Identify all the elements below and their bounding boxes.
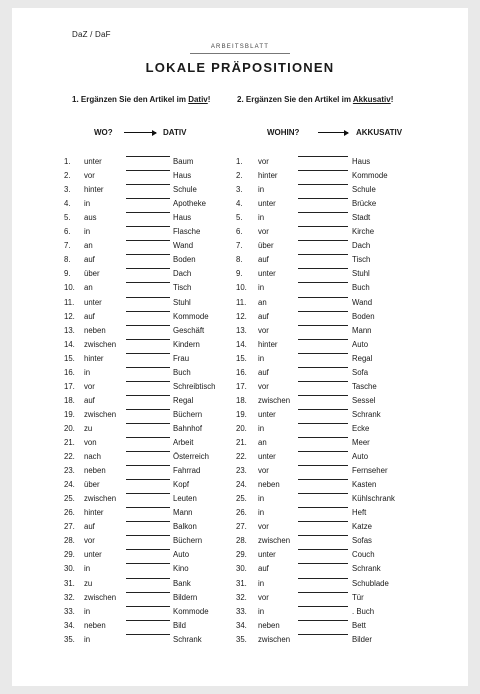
noun: Bilder [352, 634, 372, 644]
item-number: 8. [236, 255, 243, 265]
article-blank[interactable] [298, 634, 348, 635]
article-blank[interactable] [298, 437, 348, 438]
exercise-row [0, 325, 480, 336]
item-number: 12. [64, 311, 75, 321]
preposition: auf [258, 255, 269, 265]
article-blank[interactable] [298, 606, 348, 607]
article-blank[interactable] [298, 409, 348, 410]
item-number: 11. [236, 297, 247, 307]
noun: Schule [352, 185, 376, 195]
article-blank[interactable] [298, 240, 348, 241]
article-blank[interactable] [298, 212, 348, 213]
preposition: hinter [258, 171, 278, 181]
noun: Kopf [173, 480, 190, 490]
exercise-row [0, 226, 480, 237]
preposition: auf [84, 522, 95, 532]
article-blank[interactable] [298, 282, 348, 283]
noun: Schule [173, 185, 197, 195]
exercise-row [0, 465, 480, 476]
item-number: 13. [236, 325, 247, 335]
task-1-instruction [72, 95, 210, 104]
preposition: vor [258, 522, 269, 532]
exercise-row [0, 381, 480, 392]
noun: Bank [173, 578, 191, 588]
item-number: 25. [64, 494, 75, 504]
item-number: 20. [64, 423, 75, 433]
item-number: 9. [236, 269, 243, 279]
preposition: über [258, 241, 274, 251]
item-number: 3. [64, 185, 71, 195]
preposition: zu [84, 578, 93, 588]
item-number: 5. [236, 213, 243, 223]
item-number: 29. [236, 550, 247, 560]
preposition: auf [258, 564, 269, 574]
preposition: auf [258, 367, 269, 377]
article-blank[interactable] [298, 353, 348, 354]
preposition: unter [84, 157, 102, 166]
left-arrow-icon [124, 132, 156, 133]
exercise-row [0, 367, 480, 378]
noun: Dach [352, 241, 371, 251]
exercise-row [0, 563, 480, 574]
item-number: 17. [64, 381, 75, 391]
noun: Bild [173, 620, 187, 630]
noun: Kasten [352, 480, 377, 490]
noun: Apotheke [173, 199, 206, 209]
exercise-row [0, 311, 480, 322]
noun: Tisch [173, 283, 192, 293]
noun: Regal [173, 395, 194, 405]
preposition: nach [84, 452, 101, 462]
preposition: auf [84, 311, 95, 321]
preposition: an [258, 297, 267, 307]
article-blank[interactable] [298, 521, 348, 522]
preposition: hinter [84, 508, 104, 518]
exercise-row [0, 282, 480, 293]
preposition: zwischen [258, 395, 291, 405]
item-number: 30. [236, 564, 247, 574]
noun: Haus [173, 213, 192, 223]
article-blank[interactable] [298, 311, 348, 312]
exercise-row [0, 521, 480, 532]
exercise-row [0, 353, 480, 364]
item-number: 10. [64, 283, 75, 293]
item-number: 24. [64, 480, 75, 490]
worksheet-kicker: ARBEITSBLATT [210, 44, 270, 50]
exercise-row [0, 620, 480, 631]
article-blank[interactable] [298, 451, 348, 452]
preposition: in [84, 564, 91, 574]
exercise-row [0, 437, 480, 448]
noun: Baum [173, 157, 194, 166]
noun: Büchern [173, 409, 203, 419]
article-blank[interactable] [298, 184, 348, 185]
article-blank[interactable] [298, 423, 348, 424]
item-number: 7. [64, 241, 71, 251]
item-number: 9. [64, 269, 71, 279]
article-blank[interactable] [298, 620, 348, 621]
noun: Buch [352, 283, 370, 293]
item-number: 29. [64, 550, 75, 560]
exercise-row [0, 451, 480, 462]
noun: Auto [352, 452, 369, 462]
preposition: auf [84, 255, 95, 265]
item-number: 35. [236, 634, 247, 644]
noun: Kino [173, 564, 189, 574]
item-number: 33. [236, 606, 247, 616]
preposition: unter [258, 199, 276, 209]
item-number: 2. [64, 171, 71, 181]
left-case-label: DATIV [163, 128, 187, 137]
preposition: unter [258, 409, 276, 419]
article-blank[interactable] [298, 479, 348, 480]
preposition: vor [258, 227, 269, 237]
preposition: vor [258, 466, 269, 476]
noun: Fernseher [352, 466, 388, 476]
noun: Flasche [173, 227, 201, 237]
noun: Arbeit [173, 438, 194, 447]
exercise-row [0, 268, 480, 279]
noun: Boden [173, 255, 196, 265]
right-arrow-icon [318, 132, 348, 133]
preposition: in [258, 494, 265, 504]
noun: Auto [173, 550, 190, 560]
exercise-row [0, 507, 480, 518]
preposition: unter [84, 550, 102, 560]
noun: Frau [173, 353, 190, 363]
item-number: 16. [64, 367, 75, 377]
article-blank[interactable] [298, 367, 348, 368]
exercise-row [0, 254, 480, 265]
item-number: 22. [64, 452, 75, 462]
exercise-row [0, 170, 480, 181]
exercise-row [0, 297, 480, 308]
exercise-row [0, 578, 480, 589]
noun: Haus [173, 171, 192, 181]
task-2-text: 2. Ergänzen Sie den Artikel im [237, 95, 353, 104]
item-number: 34. [64, 620, 75, 630]
noun: Dach [173, 269, 192, 279]
noun: Stadt [352, 213, 371, 223]
preposition: in [84, 634, 91, 644]
noun: Kommode [173, 311, 209, 321]
exercise-row [0, 592, 480, 603]
exercise-row [0, 549, 480, 560]
task-1-suffix: ! [207, 95, 211, 104]
preposition: auf [84, 395, 95, 405]
preposition: neben [258, 620, 280, 630]
exercise-row [0, 240, 480, 251]
item-number: 25. [236, 494, 247, 504]
preposition: neben [84, 620, 106, 630]
item-number: 12. [236, 311, 247, 321]
exercise-row [0, 198, 480, 209]
preposition: in [258, 353, 265, 363]
preposition: zwischen [258, 536, 291, 546]
noun: Kommode [173, 606, 209, 616]
preposition: zwischen [84, 409, 117, 419]
preposition: in [84, 606, 91, 616]
task-2-key: Akkusativ [352, 95, 391, 104]
noun: Katze [352, 522, 372, 532]
item-number: 4. [236, 199, 243, 209]
noun: Schrank [173, 634, 202, 644]
noun: Büchern [173, 536, 203, 546]
item-number: 7. [236, 241, 243, 251]
noun: . Buch [352, 606, 375, 616]
noun: Couch [352, 550, 375, 560]
item-number: 11. [64, 297, 75, 307]
preposition: in [84, 199, 91, 209]
exercise-row [0, 409, 480, 420]
article-blank[interactable] [298, 381, 348, 382]
noun: Stuhl [173, 297, 191, 307]
item-number: 27. [236, 522, 247, 532]
noun: Tasche [352, 381, 377, 391]
noun: Meer [352, 438, 370, 447]
noun: Schublade [352, 578, 389, 588]
noun: Haus [352, 157, 371, 166]
preposition: unter [258, 269, 276, 279]
preposition: in [258, 423, 265, 433]
preposition: hinter [84, 353, 104, 363]
item-number: 30. [64, 564, 75, 574]
preposition: vor [84, 381, 95, 391]
article-blank[interactable] [298, 395, 348, 396]
noun: Auto [352, 339, 369, 349]
exercise-row [0, 339, 480, 350]
item-number: 17. [236, 381, 247, 391]
item-number: 10. [236, 283, 247, 293]
item-number: 24. [236, 480, 247, 490]
preposition: zwischen [84, 339, 117, 349]
noun: Ecke [352, 423, 370, 433]
preposition: zwischen [84, 592, 117, 602]
preposition: über [84, 480, 100, 490]
item-number: 18. [64, 395, 75, 405]
item-number: 21. [236, 438, 247, 447]
item-number: 3. [236, 185, 243, 195]
exercise-row [0, 156, 480, 167]
noun: Bahnhof [173, 423, 203, 433]
item-number: 26. [236, 508, 247, 518]
article-blank[interactable] [298, 226, 348, 227]
exercise-row [0, 423, 480, 434]
noun: Sofa [352, 367, 369, 377]
article-blank[interactable] [298, 535, 348, 536]
item-number: 15. [236, 353, 247, 363]
item-number: 27. [64, 522, 75, 532]
article-blank[interactable] [298, 170, 348, 171]
article-blank[interactable] [298, 507, 348, 508]
exercise-row [0, 479, 480, 490]
preposition: auf [258, 311, 269, 321]
preposition: in [258, 606, 265, 616]
preposition: vor [258, 592, 269, 602]
item-number: 14. [236, 339, 247, 349]
noun: Stuhl [352, 269, 370, 279]
preposition: in [84, 367, 91, 377]
item-number: 28. [64, 536, 75, 546]
page-title: LOKALE PRÄPOSITIONEN [145, 60, 335, 75]
exercise-row [0, 606, 480, 617]
item-number: 28. [236, 536, 247, 546]
preposition: neben [258, 480, 280, 490]
task-2-instruction [237, 95, 393, 104]
noun: Kühlschrank [352, 494, 395, 504]
noun: Sofas [352, 536, 372, 546]
preposition: zu [84, 423, 93, 433]
article-blank[interactable] [298, 156, 348, 157]
noun: Leuten [173, 494, 197, 504]
noun: Geschäft [173, 325, 205, 335]
article-blank[interactable] [298, 465, 348, 466]
task-1-key: Dativ [188, 95, 208, 104]
article-blank[interactable] [298, 493, 348, 494]
article-blank[interactable] [298, 198, 348, 199]
item-number: 14. [64, 339, 75, 349]
preposition: vor [258, 157, 269, 166]
item-number: 32. [236, 592, 247, 602]
noun: Kirche [352, 227, 375, 237]
item-number: 31. [236, 578, 247, 588]
kicker-divider [190, 53, 290, 54]
preposition: unter [258, 452, 276, 462]
item-number: 8. [64, 255, 71, 265]
item-number: 5. [64, 213, 71, 223]
preposition: unter [84, 297, 102, 307]
item-number: 1. [236, 157, 243, 166]
preposition: neben [84, 466, 106, 476]
item-number: 23. [64, 466, 75, 476]
item-number: 32. [64, 592, 75, 602]
preposition: vor [84, 171, 95, 181]
preposition: vor [84, 536, 95, 546]
article-blank[interactable] [298, 592, 348, 593]
item-number: 13. [64, 325, 75, 335]
item-number: 4. [64, 199, 71, 209]
right-question: WOHIN? [267, 128, 300, 137]
item-number: 20. [236, 423, 247, 433]
item-number: 22. [236, 452, 247, 462]
noun: Bildern [173, 592, 198, 602]
preposition: an [258, 438, 267, 447]
noun: Buch [173, 367, 191, 377]
preposition: zwischen [258, 634, 291, 644]
preposition: aus [84, 213, 97, 223]
article-blank[interactable] [298, 549, 348, 550]
item-number: 6. [236, 227, 243, 237]
noun: Heft [352, 508, 367, 518]
noun: Tür [352, 592, 364, 602]
exercise-row [0, 634, 480, 645]
preposition: unter [258, 550, 276, 560]
article-blank[interactable] [298, 339, 348, 340]
noun: Mann [352, 325, 372, 335]
preposition: in [258, 578, 265, 588]
item-number: 35. [64, 634, 75, 644]
noun: Boden [352, 311, 375, 321]
noun: Schrank [352, 564, 381, 574]
exercise-row [0, 535, 480, 546]
item-number: 34. [236, 620, 247, 630]
preposition: vor [258, 381, 269, 391]
preposition: hinter [258, 339, 278, 349]
item-number: 16. [236, 367, 247, 377]
noun: Wand [173, 241, 194, 251]
preposition: zwischen [84, 494, 117, 504]
preposition: über [84, 269, 100, 279]
item-number: 31. [64, 578, 75, 588]
noun: Mann [173, 508, 193, 518]
noun: Kindern [173, 339, 200, 349]
noun: Schrank [352, 409, 381, 419]
preposition: vor [258, 325, 269, 335]
noun: Brücke [352, 199, 377, 209]
item-number: 21. [64, 438, 75, 447]
article-blank[interactable] [298, 254, 348, 255]
noun: Tisch [352, 255, 371, 265]
item-number: 19. [64, 409, 75, 419]
task-2-suffix: ! [390, 95, 394, 104]
preposition: von [84, 438, 97, 447]
exercise-row [0, 184, 480, 195]
noun: Balkon [173, 522, 197, 532]
preposition: an [84, 283, 93, 293]
item-number: 33. [64, 606, 75, 616]
noun: Kommode [352, 171, 388, 181]
article-blank[interactable] [298, 563, 348, 564]
preposition: in [258, 213, 265, 223]
left-question: WO? [94, 128, 113, 137]
noun: Schreibtisch [173, 381, 216, 391]
preposition: in [258, 508, 265, 518]
article-blank[interactable] [298, 578, 348, 579]
noun: Fahrrad [173, 466, 201, 476]
right-case-label: AKKUSATIV [356, 128, 403, 137]
exercise-row [0, 395, 480, 406]
preposition: neben [84, 325, 106, 335]
noun: Bett [352, 620, 366, 630]
item-number: 6. [64, 227, 71, 237]
item-number: 18. [236, 395, 247, 405]
noun: Wand [352, 297, 373, 307]
preposition: in [258, 283, 265, 293]
preposition: hinter [84, 185, 104, 195]
level-tag: DaZ / DaF [72, 30, 111, 39]
preposition: in [258, 185, 265, 195]
noun: Regal [352, 353, 373, 363]
article-blank[interactable] [298, 268, 348, 269]
item-number: 15. [64, 353, 75, 363]
noun: Sessel [352, 395, 376, 405]
article-blank[interactable] [298, 325, 348, 326]
preposition: in [84, 227, 91, 237]
item-number: 23. [236, 466, 247, 476]
item-number: 26. [64, 508, 75, 518]
task-1-text: 1. Ergänzen Sie den Artikel im [72, 95, 189, 104]
exercise-row [0, 212, 480, 223]
preposition: an [84, 241, 93, 251]
item-number: 19. [236, 409, 247, 419]
noun: Österreich [173, 452, 209, 462]
item-number: 1. [64, 157, 71, 166]
exercise-row [0, 493, 480, 504]
article-blank[interactable] [298, 297, 348, 298]
item-number: 2. [236, 171, 243, 181]
